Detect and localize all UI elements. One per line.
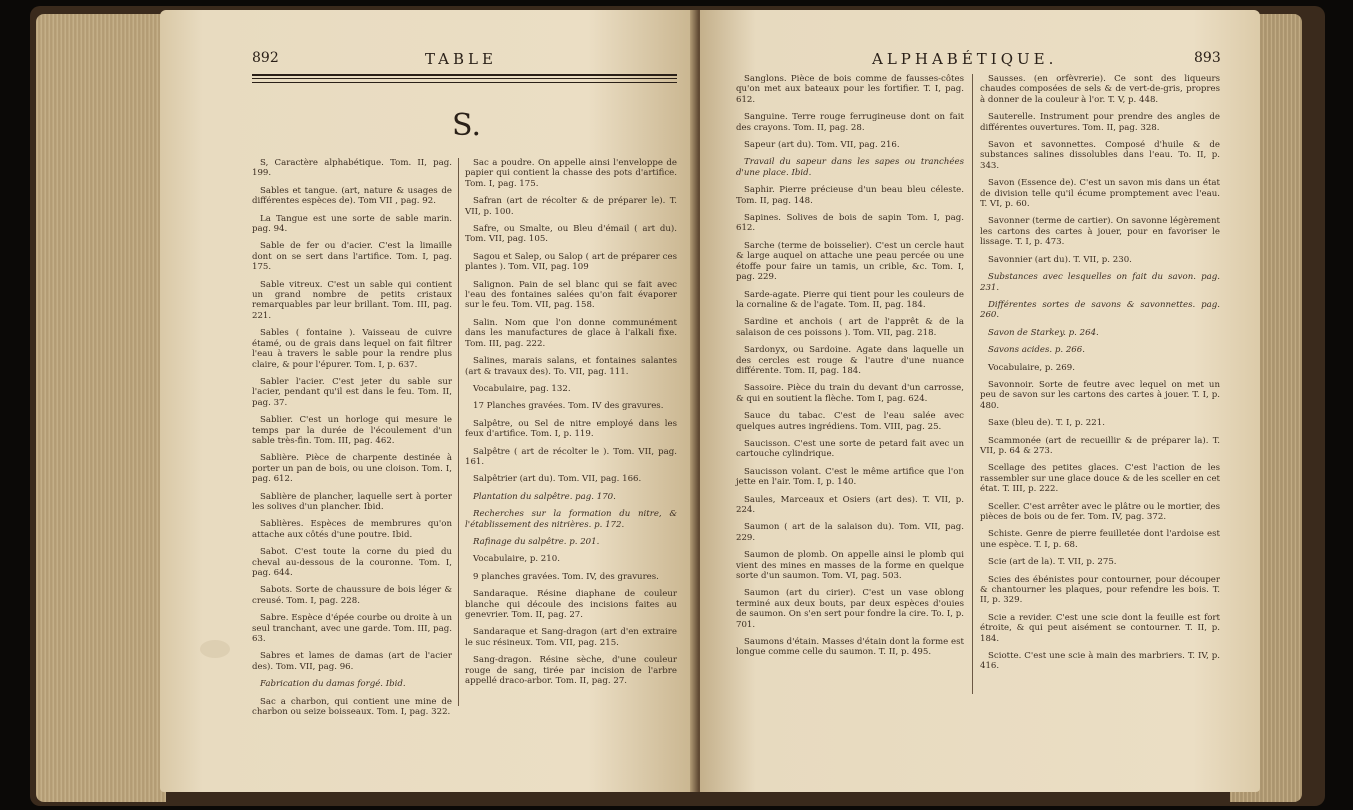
index-entry: Sabre. Espèce d'épée courbe ou droite à un seul tranchant, avec une garde. Tom. III, pag. 63. bbox=[252, 613, 452, 645]
index-entry: Travail du sapeur dans les sapes ou tranchées d'une place. Ibid. bbox=[736, 157, 964, 178]
index-entry: Sceller. C'est arrêter avec le plâtre ou le mortier, des pièces de bois ou de fer. Tom. IV, pag. 372. bbox=[980, 501, 1220, 522]
index-entry: Safran (art de récolter & de préparer le). T. VII, p. 100. bbox=[465, 196, 677, 217]
index-entry: Scammonée (art de recueillir & de préparer la). T. VII, p. 64 & 273. bbox=[980, 435, 1220, 456]
index-entry: Safre, ou Smalte, ou Bleu d'émail ( art du). Tom. VII, pag. 105. bbox=[465, 224, 677, 245]
index-entry: Sarde-agate. Pierre qui tient pour les couleurs de la cornaline & de l'agate. Tom. II, pag. 184. bbox=[736, 289, 964, 310]
index-entry: Sassoire. Pièce du train du devant d'un carrosse, & qui en soutient la flèche. Tom I, pag. 624. bbox=[736, 383, 964, 404]
left-column-2 bbox=[465, 158, 677, 693]
index-entry: 17 Planches gravées. Tom. IV des gravures. bbox=[473, 401, 664, 412]
index-entry: Saumons d'étain. Masses d'étain dont la forme est longue comme celle du saumon. T. II, p. 495. bbox=[736, 637, 964, 658]
index-entry: Sablières. Espèces de membrures qu'on attache aux côtés d'une poutre. Ibid. bbox=[252, 519, 452, 540]
index-entry: Sables ( fontaine ). Vaisseau de cuivre étamé, ou de grais dans lequel on fait filtrer l'eau à travers le sable pour la rendre plus claire, & pour l'épurer. Tom. I, p. 637. bbox=[252, 328, 452, 370]
index-entry: Substances avec lesquelles on fait du savon. pag. 231. bbox=[980, 272, 1220, 293]
index-entry: Savonner (terme de cartier). On savonne légèrement les cartons des cartes à jouer, pour en favoriser le lissage. T. I, p. 473. bbox=[980, 216, 1220, 248]
right-running-head: ALPHABÉTIQUE. bbox=[872, 50, 1058, 68]
index-entry: Saumon (art du cirier). C'est un vase oblong terminé aux deux bouts, par deux espèces d'ouies de saumon. On s'en sert pour fondre la cire. To. I, p. 701. bbox=[736, 588, 964, 630]
index-entry: Différentes sortes de savons & savonnettes. pag. 260. bbox=[980, 299, 1220, 321]
index-entry: Sables et tangue. (art, nature & usages de différentes espèces de). Tom VII , pag. 92. bbox=[252, 185, 452, 207]
index-entry: Salignon. Pain de sel blanc qui se fait avec l'eau des fontaines salées qu'on fait évaporer sur le feu. Tom. VII, pag. 158. bbox=[465, 279, 677, 311]
index-entry: Sabres et lames de damas (art de l'acier des). Tom. VII, pag. 96. bbox=[252, 651, 452, 672]
index-entry: Sable vitreux. C'est un sable qui contient un grand nombre de petits cristaux remarquables par leur brillant. Tom. III, pag. 221. bbox=[252, 279, 452, 321]
left-page bbox=[160, 10, 695, 792]
index-entry: Saxe (bleu de). T. I, p. 221. bbox=[988, 418, 1105, 429]
index-entry: Saumon de plomb. On appelle ainsi le plomb qui vient des mines en masses de la forme en quelque sorte d'un saumon. Tom. VI, pag. 503. bbox=[736, 550, 964, 582]
right-page bbox=[700, 10, 1260, 792]
index-entry: Sable de fer ou d'acier. C'est la limaille dont on se sert dans l'artifice. Tom. I, pag. 175. bbox=[252, 241, 452, 273]
index-entry: 9 planches gravées. Tom. IV, des gravures. bbox=[473, 571, 659, 582]
index-entry: Savons acides. p. 266. bbox=[988, 345, 1085, 356]
page-edges-left bbox=[36, 14, 166, 802]
index-entry: Scie a revider. C'est une scie dont la feuille est fort étroite, & qui peut aisément se contourner. T. II, p. 184. bbox=[980, 612, 1220, 644]
index-entry: Salin. Nom que l'on donne communément dans les manufactures de glace à l'alkali fixe. Tom. III, pag. 222. bbox=[465, 317, 677, 349]
index-entry: Saphir. Pierre précieuse d'un beau bleu céleste. Tom. II, pag. 148. bbox=[736, 185, 964, 206]
index-entry: Scellage des petites glaces. C'est l'action de les rassembler sur une glace douce & de les sceller en cet état. T. III, p. 222. bbox=[980, 463, 1220, 495]
index-entry: Sandaraque. Résine diaphane de couleur blanche qui découle des incisions faites au genevrier. Tom. II, pag. 27. bbox=[465, 589, 677, 620]
index-entry: Sanguine. Terre rouge ferrugineuse dont on fait des crayons. Tom. II, pag. 28. bbox=[736, 112, 964, 133]
index-entry: Saucisson. C'est une sorte de petard fait avec un cartouche cylindrique. bbox=[736, 438, 964, 460]
index-entry: Sabots. Sorte de chaussure de bois léger & creusé. Tom. I, pag. 228. bbox=[252, 585, 452, 606]
index-entry: Salpêtre, ou Sel de nitre employé dans les feux d'artifice. Tom. I, p. 119. bbox=[465, 418, 677, 440]
index-entry: Vocabulaire, p. 210. bbox=[473, 554, 560, 565]
right-column-2 bbox=[980, 74, 1220, 679]
index-entry: Vocabulaire, pag. 132. bbox=[473, 383, 571, 394]
index-entry: La Tangue est une sorte de sable marin. pag. 94. bbox=[252, 213, 452, 235]
index-entry: Salines, marais salans, et fontaines salantes (art & travaux des). To. VII, pag. 111. bbox=[465, 356, 677, 377]
header-rule bbox=[252, 74, 677, 76]
index-entry: Sciotte. C'est une scie à main des marbriers. T. IV, p. 416. bbox=[980, 651, 1220, 672]
left-running-head: TABLE bbox=[425, 50, 497, 68]
index-entry: Sapines. Solives de bois de sapin Tom. I, pag. 612. bbox=[736, 213, 964, 234]
index-entry: Savonnoir. Sorte de feutre avec lequel on met un peu de savon sur les cartons des cartes à jouer. T. I, p. 480. bbox=[980, 379, 1220, 411]
right-page-number: 893 bbox=[1194, 50, 1221, 66]
index-entry: Savon de Starkey. p. 264. bbox=[988, 327, 1099, 338]
index-entry: Sapeur (art du). Tom. VII, pag. 216. bbox=[744, 140, 900, 151]
index-entry: Salpêtre ( art de récolter le ). Tom. VII, pag. 161. bbox=[465, 446, 677, 467]
column-divider bbox=[972, 74, 973, 694]
index-entry: Salpêtrier (art du). Tom. VII, pag. 166. bbox=[473, 474, 642, 485]
section-letter: S. bbox=[452, 108, 482, 143]
left-column-1 bbox=[252, 158, 452, 724]
index-entry: Sablier. C'est un horloge qui mesure le temps par la durée de l'écoulement d'un sable très-fin. Tom. III, pag. 462. bbox=[252, 415, 452, 446]
index-entry: Sang-dragon. Résine sèche, d'une couleur rouge de sang, tirée par incision de l'arbre appellé draco-arbor. Tom. II, pag. 27. bbox=[465, 655, 677, 687]
index-entry: Plantation du salpêtre. pag. 170. bbox=[473, 491, 616, 502]
index-entry: Sanglons. Pièce de bois comme de fausses-côtes qu'on met aux bateaux pour les fortifier. T. I, pag. 612. bbox=[736, 74, 964, 105]
right-column-1 bbox=[736, 74, 964, 665]
index-entry: S, Caractère alphabétique. Tom. II, pag. 199. bbox=[252, 158, 452, 179]
header-rule-thin bbox=[252, 78, 677, 79]
index-entry: Savonnier (art du). T. VII, p. 230. bbox=[988, 254, 1132, 265]
index-entry: Sausses. (en orfèvrerie). Ce sont des liqueurs chaudes composées de sels & de vert-de-gris, propres à donner de la couleur à l'or. T. V, p. 448. bbox=[980, 74, 1220, 105]
index-entry: Sablière. Pièce de charpente destinée à porter un pan de bois, ou une cloison. Tom. I, pag. 612. bbox=[252, 453, 452, 485]
left-page-number: 892 bbox=[252, 50, 279, 66]
index-entry: Sandaraque et Sang-dragon (art d'en extraire le suc résineux. Tom. VII, pag. 215. bbox=[465, 627, 677, 648]
index-entry: Scies des ébénistes pour contourner, pour découper & chantourner les plaques, pour refendre les bois. T. II, p. 329. bbox=[980, 574, 1220, 606]
index-entry: Sabot. C'est toute la corne du pied du cheval au-dessous de la couronne. Tom. I, pag. 644. bbox=[252, 547, 452, 578]
index-entry: Fabrication du damas forgé. Ibid. bbox=[260, 679, 406, 690]
index-entry: Recherches sur la formation du nitre, & l'établissement des nitrières. p. 172. bbox=[465, 509, 677, 530]
header-rule-thin bbox=[252, 82, 677, 83]
index-entry: Sarche (terme de boisselier). C'est un cercle haut & large auquel on attache une peau percée ou une étoffe pour faire un tamis, un crible, &c. Tom. I, pag. 229. bbox=[736, 240, 964, 283]
column-divider bbox=[458, 158, 459, 706]
index-entry: Sauterelle. Instrument pour prendre des angles de différentes ouvertures. Tom. II, pag. 328. bbox=[980, 112, 1220, 133]
index-entry: Saumon ( art de la salaison du). Tom. VII, pag. 229. bbox=[736, 522, 964, 543]
index-entry: Sagou et Salep, ou Salop ( art de préparer ces plantes ). Tom. VII, pag. 109 bbox=[465, 251, 677, 273]
index-entry: Sablière de plancher, laquelle sert à porter les solives d'un plancher. Ibid. bbox=[252, 491, 452, 512]
index-entry: Sabler l'acier. C'est jeter du sable sur l'acier, pendant qu'il est dans le feu. Tom. II, pag. 37. bbox=[252, 376, 452, 408]
index-entry: Sauce du tabac. C'est de l'eau salée avec quelques autres ingrédiens. Tom. VIII, pag. 25. bbox=[736, 411, 964, 432]
index-entry: Sardine et anchois ( art de l'apprêt & de la salaison de ces poissons ). Tom. VII, pag. 218. bbox=[736, 317, 964, 338]
index-entry: Scie (art de la). T. VII, p. 275. bbox=[988, 557, 1117, 568]
index-entry: Savon et savonnettes. Composé d'huile & de substances salines dissolubles dans l'eau. To. II, p. 343. bbox=[980, 140, 1220, 171]
index-entry: Sac a poudre. On appelle ainsi l'enveloppe de papier qui contient la chasse des pots d'artifice. Tom. I, pag. 175. bbox=[465, 158, 677, 189]
index-entry: Sac a charbon, qui contient une mine de charbon ou seize boisseaux. Tom. I, pag. 322. bbox=[252, 696, 452, 718]
index-entry: Schiste. Genre de pierre feuilletée dont l'ardoise est une espèce. T. I, p. 68. bbox=[980, 529, 1220, 550]
index-entry: Vocabulaire, p. 269. bbox=[988, 362, 1075, 373]
index-entry: Saucisson volant. C'est le même artifice que l'on jette en l'air. Tom. I, p. 140. bbox=[736, 466, 964, 488]
index-entry: Sardonyx, ou Sardoine. Agate dans laquelle un des cercles est rouge & l'autre d'une nuance différente. Tom. II, pag. 184. bbox=[736, 345, 964, 376]
index-entry: Saules, Marceaux et Osiers (art des). T. VII, p. 224. bbox=[736, 494, 964, 515]
page-stain bbox=[200, 640, 230, 658]
index-entry: Rafinage du salpêtre. p. 201. bbox=[473, 536, 600, 547]
index-entry: Savon (Essence de). C'est un savon mis dans un état de division telle qu'il écume promptement avec l'eau. T. VI, p. 60. bbox=[980, 178, 1220, 210]
